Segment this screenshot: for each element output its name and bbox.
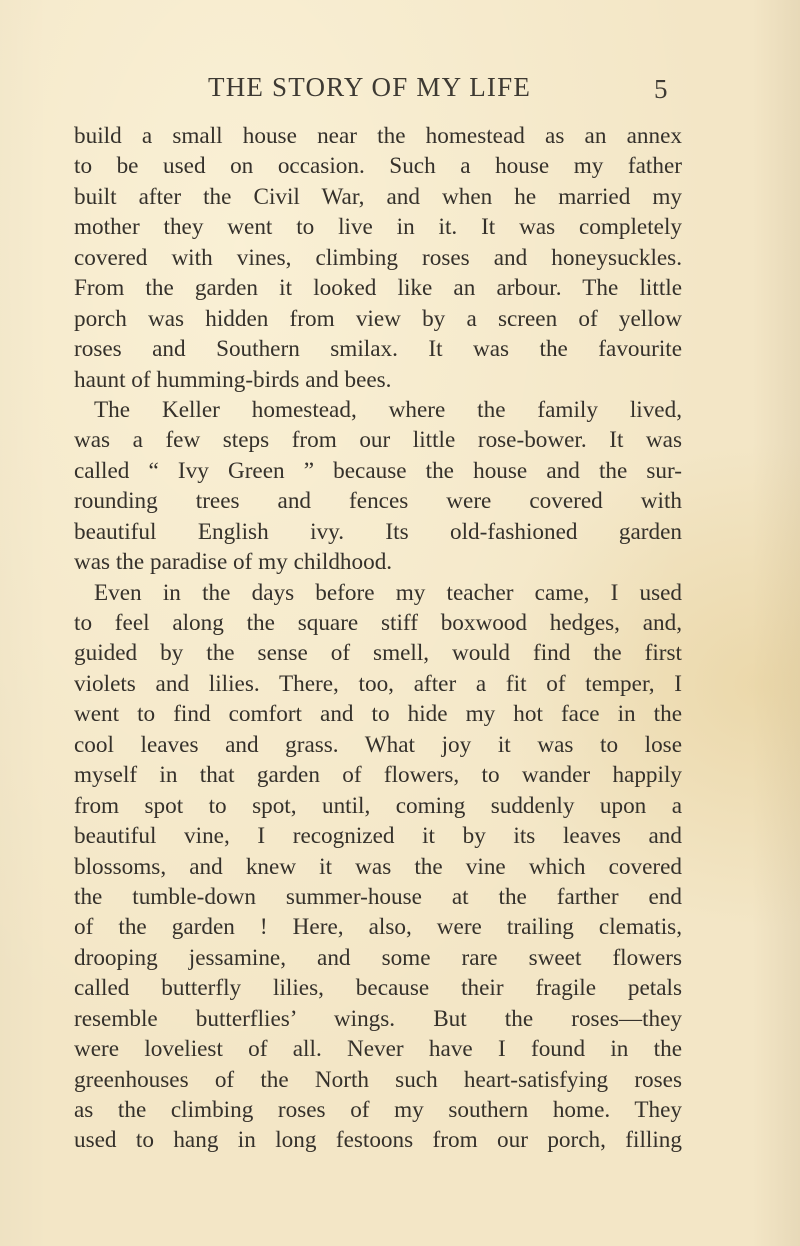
text-line: blossoms, and knew it was the vine which covered xyxy=(74,853,682,880)
page-number: 5 xyxy=(654,74,668,104)
text-line: myself in that garden of flowers, to wander happily xyxy=(74,762,682,789)
text-line: to be used on occasion. Such a house my father xyxy=(74,153,682,180)
text-line: covered with vines, climbing roses and honeysuckles. xyxy=(74,244,682,271)
text-line: porch was hidden from view by a screen of yellow xyxy=(74,305,682,332)
running-head-title: THE STORY OF MY LIFE xyxy=(208,72,532,102)
text-line: cool leaves and grass. What joy it was to lose xyxy=(74,731,682,758)
body-text xyxy=(74,121,682,1156)
text-line: as the climbing roses of my southern home. They xyxy=(74,1097,682,1123)
text-line: from spot to spot, until, coming suddenly upon a xyxy=(74,792,682,819)
text-line: mother they went to live in it. It was completely xyxy=(74,214,682,241)
running-head xyxy=(0,72,800,112)
text-line: beautiful vine, I recognized it by its leaves and xyxy=(74,823,682,850)
text-line: the tumble-down summer-house at the farther end xyxy=(74,883,682,910)
text-line: beautiful English ivy. Its old-fashioned garden xyxy=(74,518,682,545)
text-line: used to hang in long festoons from our porch, filling xyxy=(74,1127,682,1154)
text-line: Even in the days before my teacher came, I used xyxy=(94,579,682,606)
text-line: of the garden ! Here, also, were trailing clematis, xyxy=(74,914,682,941)
text-line: From the garden it looked like an arbour. The little xyxy=(74,275,682,302)
text-line: rounding trees and fences were covered with xyxy=(74,488,682,515)
text-line: build a small house near the homestead as an annex xyxy=(74,123,682,149)
text-line: were loveliest of all. Never have I found in the xyxy=(74,1036,682,1063)
text-line: was a few steps from our little rose-bower. It was xyxy=(74,427,682,454)
text-line: built after the Civil War, and when he married my xyxy=(74,183,682,210)
text-line: was the paradise of my childhood. xyxy=(74,549,393,576)
text-line: called “ Ivy Green ” because the house and the sur- xyxy=(74,457,682,484)
text-line: haunt of humming-birds and bees. xyxy=(74,366,392,393)
text-line: greenhouses of the North such heart-satisfying roses xyxy=(74,1066,682,1093)
text-line: roses and Southern smilax. It was the favourite xyxy=(74,336,682,363)
text-line: resemble butterflies’ wings. But the roses—they xyxy=(74,1005,682,1032)
text-line: went to find comfort and to hide my hot face in the xyxy=(74,701,682,728)
text-line: called butterfly lilies, because their fragile petals xyxy=(74,975,682,1002)
text-line: drooping jessamine, and some rare sweet flowers xyxy=(74,944,682,971)
text-line: The Keller homestead, where the family lived, xyxy=(94,396,682,423)
text-line: to feel along the square stiff boxwood hedges, and, xyxy=(74,610,682,636)
text-line: violets and lilies. There, too, after a fit of temper, I xyxy=(74,670,682,697)
text-line: guided by the sense of smell, would find the first xyxy=(74,640,682,667)
